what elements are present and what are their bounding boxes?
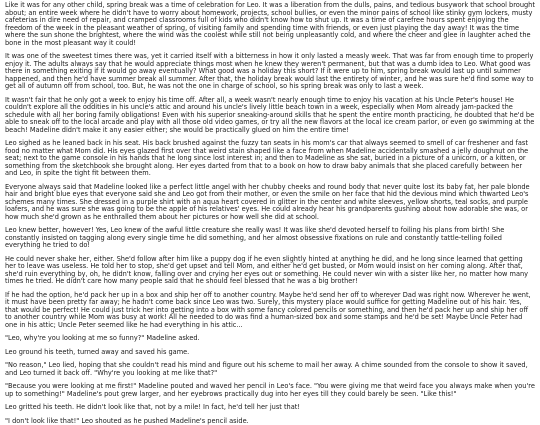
story-paragraph-8: If he had the option, he'd pack her up in a box and ship her off to another country. Maybe he'd send her off to wherever Dad was right now. Wherever he went, it must have been pretty far away; he hadn't come back since Leo was two. Surely, this mystery place would suffice for getting Madeline out of his hair. Yes, that would be perfect! He could just trick her into getting into a box with some fancy colored pencils or something, and then he'd pack her up and ship her off to another country while Mom was busy at work! All he needed to do was find a human-sized box and some stamps and he'd be set! Maybe Uncle Peter had one in his attic; Uncle Peter seemed like he had everything in his attic... (5, 292, 535, 330)
story-paragraph-3: It wasn't fair that he only got a week to enjoy his time off. After all, a week wasn't nearly enough time to enjoy his vacation at his Uncle Peter's house! He couldn't explore all the oddities in his uncle's attic and around his uncle's lively little beach town in a week, especially when Mom already jam-packed the schedule with all her boring family obligations! Even with his superior sneaking-around skills that he spent the entire month practicing, he doubted that he'd be able to sneak off to the local arcade and play with all those old video games, or try all the new flavors at the local ice cream parlor, or even go swimming at the beach! Madeline didn't make it any easier either; she would be practically glued on him the entire time! (5, 97, 535, 135)
story-paragraph-5: Everyone always said that Madeline looked like a perfect little angel with her chubby cheeks and round body that never quite lost its baby fat, her pale blonde hair and bright blue eyes that everyone said she and Leo got from their mother, or even the smile on her face that hid the devious mind which thwarted Leo's schemes many times. She dressed in a purple shirt with an aqua heart covered in glitter in the center and white sleeves, yellow shorts, teal socks, and purple loafers, and he was sure she was going to be the apple of his relatives' eyes. He could already hear his grandparents gushing about how adorable she was, or how much she'd grown as he enthralled them about her pictures or how well she did at school. (5, 184, 535, 222)
story-paragraph-11: "No reason," Leo lied, hoping that she couldn't read his mind and figure out his scheme to mail her away. A chime sounded from the console to show it saved, and Leo turned it back off. "Why're you looking at me like that?" (5, 362, 535, 377)
story-paragraph-1: Like it was for any other child, spring break was a time of celebration for Leo. It was a liberation from the dulls, pains, and tedious busywork that school brought about; an entire week where he didn't have to worry about homework, projects, school bullies, or even the minor pains of school like stinky gym lockers, musty cafeterias in dire need of repair, and cramped classrooms full of kids who didn't know how to shut up. It was a time of carefree hours spent enjoying the freedom of the week in the pleasant weather of spring, of visiting family and spending time with friends, or even just playing the day away! It was the time where the sun shone the brightest, where the wind was the coolest while still not being unpleasantly cold, and where the cheer and glee in laughter ached the bone in the most pleasant way it could! (5, 2, 535, 47)
story-paragraph-14: "I don't look like that!" Leo shouted as he pushed Madeline's pencil aside. (5, 418, 535, 425)
story-paragraph-10: Leo ground his teeth, turned away and saved his game. (5, 349, 535, 357)
story-paragraph-7: He could never shake her, either. She'd follow after him like a puppy dog if he even slightly hinted at anything he did, and he long since learned that getting her to leave was useless. He told her to stop, she'd get upset and tell Mom, and either he'd get busted, or Mom would insist on her coming along. After that, she'd ruin everything by, oh, he didn't know, falling over and crying her eyes out or something. He could never win with a sister like her, no matter how many times he tried. He didn't care how many people said that he should feel blessed that he was a big brother! (5, 256, 535, 286)
story-paragraph-4: Leo sighed as he leaned back in his seat. His back brushed against the fuzzy tan seats in his mom's car that always seemed to smell of car freshener and fast food no matter what Mom did. His eyes glazed first over that weird stain shaped like a face from when Madeline accidentally smashed a jelly doughnut on the seat; next to the game console in his hands that he long since lost interest in; and then to Madeline as she sat, buried in a picture of a unicorn, or a kitten, or something from the sketchbook she brought along. Her eyes darted from that to a book on how to draw baby animals that she placed carefully between her and Leo, in spite the tight fit between them. (5, 140, 535, 178)
story-paragraph-12: "Because you were looking at me first!" Madeline pouted and waved her pencil in Leo's face. "You were giving me that weird face you always make when you're up to something!" Madeline's pout grew larger, and her eyebrows practically dug into her eyes till they could barely be seen. "Like this!" (5, 383, 535, 398)
story-paragraph-6: Leo knew better, however! Yes, Leo knew of the awful little creature she really was! It was like she'd devoted herself to foiling his plans from birth! She constantly insisted on tagging along every single time he did something, and her almost obsessive fixations on rule and constantly tattle-telling foiled everything he tried to do! (5, 227, 535, 250)
story-paragraph-13: Leo gritted his teeth. He didn't look like that, not by a mile! In fact, he'd tell her just that! (5, 404, 535, 412)
story-paragraph-2: It was one of the sweetest times there was, yet it carried itself with a bitterness in how it only lasted a measly week. That was far from enough time to properly enjoy it. The adults always say that he would appreciate things most when he knew they weren't permanent, but that was a dumb idea to Leo. What good was there in something exiting if it would go away eventually? What good was a holiday this short? If it were up to him, spring break would last up until summer happened, and then he'd have summer break all summer. After that, the holiday break would last the entirety of winter, and he was sure he'd find some way to get all of autumn off from school, too. But, he was not the one in charge of school, so his spring break was only to last a week. (5, 53, 535, 91)
story-paragraph-9: "Leo, why're you looking at me so funny?" Madeline asked. (5, 335, 535, 343)
